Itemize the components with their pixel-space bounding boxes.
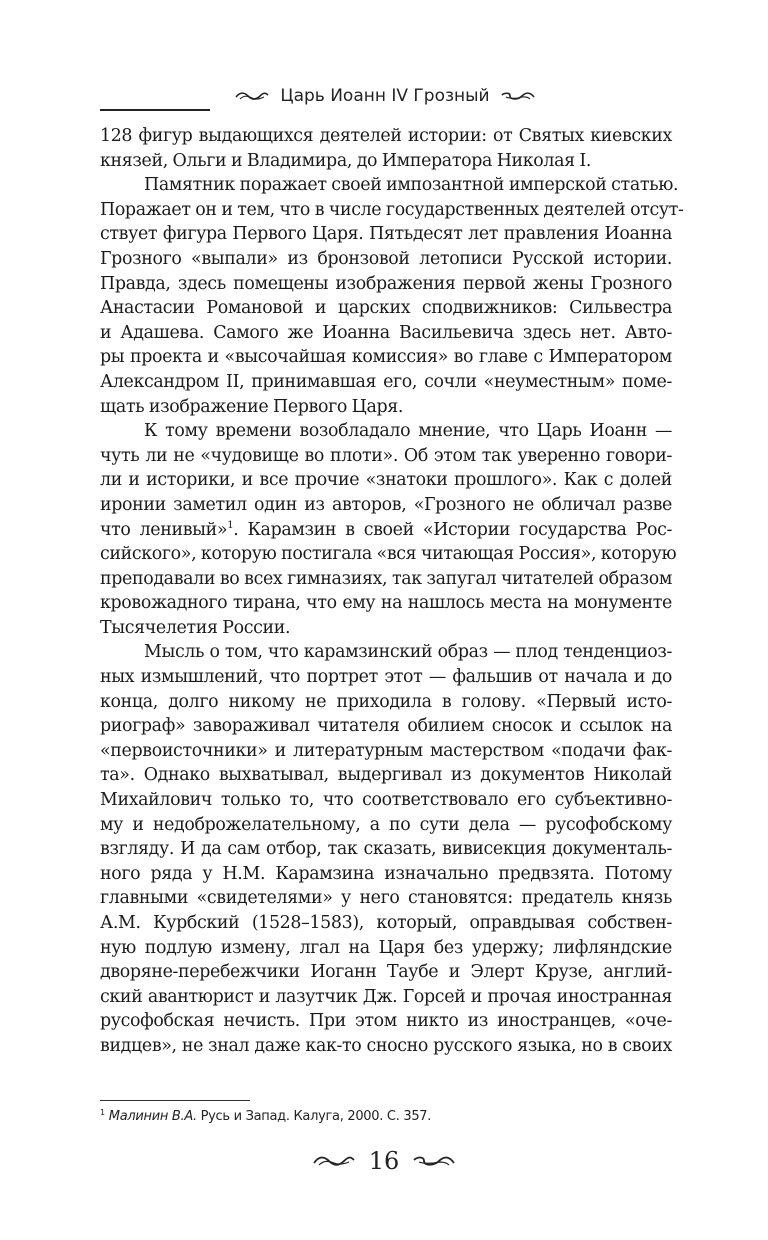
text-line: риограф» завораживал читателя обилием сносок и ссылок на — [100, 716, 672, 737]
text-line: щать изображение Первого Царя. — [100, 396, 404, 417]
text-line: Тысячелетия России. — [100, 617, 291, 638]
footnote-author: Малинин В.А. — [108, 1109, 197, 1124]
text-line: К тому времени возобладало мнение, что Царь Иоанн — — [144, 421, 672, 442]
text-line: му и недоброжелательному, а по сути дела — русофобскому — [100, 814, 672, 835]
body-text — [100, 124, 684, 1059]
text-line: Памятник поражает своей импозантной имперской статью. — [144, 175, 679, 196]
text-line: дворяне-перебежчики Иоганн Таубе и Элерт Крузе, англий- — [100, 962, 672, 983]
footnote-reference[interactable]: 1 — [227, 519, 234, 531]
text-line: ного ряда у Н.М. Карамзина изначально предвзята. Потому — [100, 863, 672, 884]
page-number-value: 16 — [368, 1146, 400, 1175]
text-line: ли и историки, и все прочие «знатоки прошлого». Как с долей — [100, 470, 672, 491]
text-line: главными «свидетелями» у него становятся: предатель князь — [100, 888, 672, 909]
text-line: видцев», не знал даже как-то сносно русского языка, но в своих — [100, 1035, 672, 1056]
text-line: Александром II, принимавшая его, сочли «неуместным» поме- — [100, 371, 672, 392]
text-line: ры проекта и «высочайшая комиссия» во главе с Императором — [100, 347, 672, 368]
text-line: Михайлович только то, что соответствовало его субъективно- — [100, 790, 672, 811]
page-number-left-ornament-icon — [313, 1154, 355, 1168]
text-line: Мысль о том, что карамзинский образ — плод тенденциоз- — [144, 642, 672, 663]
text-line: и Адашева. Самого же Иоанна Васильевича здесь нет. Авто- — [100, 322, 672, 343]
text-line: Анастасии Романовой и царских сподвижников: Сильвестра — [100, 298, 672, 319]
text-line: 128 фигур выдающихся деятелей истории: от Святых киевских — [100, 126, 672, 146]
header-left-ornament-icon — [235, 90, 269, 102]
text-line: А.М. Курбский (1528–1583), который, оправдывая собствен- — [100, 913, 672, 933]
text-line: Грозного «выпали» из бронзовой летописи Русской истории. — [100, 248, 672, 269]
text-line: взгляду. И да сам отбор, так сказать, вивисекция документаль- — [100, 839, 672, 860]
text-line: Правда, здесь помещены изображения первой жены Грозного — [100, 273, 672, 294]
text-line: иронии заметил один из авторов, «Грозного не обличал разве — [100, 494, 672, 515]
text-line: кровожадного тирана, что ему на нашлось места на монументе — [100, 593, 672, 614]
text-line: ствует фигура Первого Царя. Пятьдесят лет правления Иоанна — [100, 224, 672, 245]
text-line: сийского», которую постигала «вся читающая Россия», которую — [100, 544, 677, 565]
header-right-ornament-icon — [501, 90, 535, 102]
text-line: ных измышлений, что портрет этот — фальшив от начала и до — [100, 667, 672, 688]
text-line: князей, Ольги и Владимира, до Императора Николая I. — [100, 150, 592, 171]
text-line: конца, долго никому не приходила в голову. «Первый исто- — [100, 691, 672, 712]
text-line: преподавали во всех гимназиях, так запугал читателей образом — [100, 568, 672, 589]
line-part: . Карамзин в своей «Истории государства Рос- — [233, 519, 672, 540]
text-line: чуть ли не «чудовище во плоти». Об этом так уверенно говори- — [100, 445, 672, 466]
line-part: что ленивый» — [100, 519, 228, 540]
text-line: ский авантюрист и лазутчик Дж. Горсей и прочая иностранная — [100, 986, 672, 1007]
text-line: Поражает он и тем, что в числе государственных деятелей отсут- — [100, 199, 684, 220]
text-line: ную подлую измену, лгал на Царя без удержу; лифляндские — [100, 937, 672, 958]
page-number-right-ornament-icon — [413, 1154, 455, 1168]
text-line: русофобская нечисть. При этом никто из иностранцев, «оче- — [100, 1011, 672, 1032]
footnote-mark: 1 — [100, 1107, 105, 1117]
text-line-with-footnote — [100, 518, 672, 543]
footnote — [100, 1108, 672, 1126]
footnote-rule — [100, 1100, 250, 1101]
header-rule — [100, 109, 210, 111]
page-number — [0, 1142, 768, 1176]
text-line: «первоисточники» и литературным мастерством «подачи фак- — [100, 740, 672, 761]
footnote-text: Русь и Запад. Калуга, 2000. С. 357. — [196, 1109, 432, 1124]
text-line: та». Однако выхватывал, выдергивал из документов Николай — [100, 765, 672, 786]
running-header — [100, 82, 670, 110]
header-title: Царь Иоанн IV Грозный — [280, 86, 490, 106]
